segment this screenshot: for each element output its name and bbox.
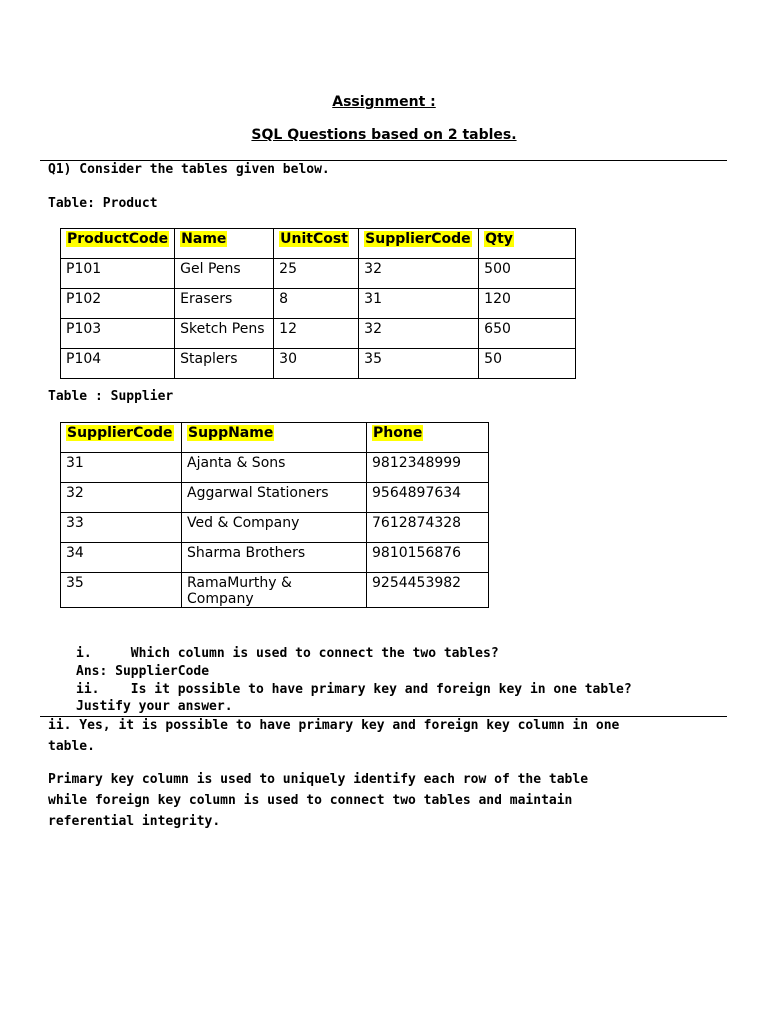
product-header-label: UnitCost — [280, 231, 348, 247]
answer-ii-line: table. — [48, 739, 95, 754]
explanation-line: referential integrity. — [48, 814, 221, 829]
table-row — [61, 259, 576, 289]
product-header-cell — [479, 229, 576, 259]
supplier-cell: 31 — [61, 453, 182, 483]
supplier-header-cell — [61, 423, 182, 453]
explanation-line: Primary key column is used to uniquely identify each row of the table — [48, 772, 589, 787]
product-header-label: ProductCode — [67, 231, 169, 247]
product-cell: Staplers — [175, 349, 274, 379]
explanation-paragraph — [48, 769, 588, 832]
question-i: i. Which column is used to connect the two tables? — [76, 646, 499, 661]
product-cell: 31 — [359, 289, 479, 319]
product-table — [60, 228, 576, 379]
supplier-cell: Aggarwal Stationers — [182, 483, 367, 513]
product-header-cell — [359, 229, 479, 259]
product-cell: P102 — [61, 289, 175, 319]
product-cell: Sketch Pens — [175, 319, 274, 349]
product-cell: 650 — [479, 319, 576, 349]
answer-ii-line: ii. Yes, it is possible to have primary key and foreign key column in one — [48, 718, 620, 733]
supplier-header-cell — [367, 423, 489, 453]
product-cell: P103 — [61, 319, 175, 349]
product-table-label: Table: Product — [48, 196, 158, 211]
question-ii-continued: Justify your answer. — [76, 699, 233, 714]
product-header-cell — [61, 229, 175, 259]
product-cell: 12 — [274, 319, 359, 349]
supplier-cell: Ajanta & Sons — [182, 453, 367, 483]
assignment-heading: Assignment : — [332, 94, 436, 110]
supplier-cell: 32 — [61, 483, 182, 513]
supplier-cell: Ved & Company — [182, 513, 367, 543]
table-row — [61, 483, 489, 513]
answer-i: Ans: SupplierCode — [76, 664, 210, 679]
supplier-table — [60, 422, 489, 608]
table-row — [61, 543, 489, 573]
table-row — [61, 349, 576, 379]
product-cell: P104 — [61, 349, 175, 379]
product-cell: 500 — [479, 259, 576, 289]
supplier-header-label: SuppName — [188, 425, 274, 441]
supplier-cell: 9812348999 — [367, 453, 489, 483]
q1-intro: Q1) Consider the tables given below. — [48, 162, 330, 177]
product-header-label: Qty — [485, 231, 513, 247]
supplier-header-cell — [182, 423, 367, 453]
explanation-line: while foreign key column is used to connect two tables and maintain — [48, 793, 573, 808]
document-subtitle: SQL Questions based on 2 tables. — [251, 127, 517, 143]
supplier-cell: Sharma Brothers — [182, 543, 367, 573]
product-header-cell — [175, 229, 274, 259]
product-cell: Gel Pens — [175, 259, 274, 289]
supplier-table-label: Table : Supplier — [48, 389, 174, 404]
product-cell: P101 — [61, 259, 175, 289]
product-cell: 30 — [274, 349, 359, 379]
supplier-cell: RamaMurthy & Company — [182, 573, 367, 608]
supplier-cell: 7612874328 — [367, 513, 489, 543]
supplier-cell: 9254453982 — [367, 573, 489, 608]
table-row — [61, 319, 576, 349]
table-row — [61, 453, 489, 483]
product-cell: 25 — [274, 259, 359, 289]
product-cell: 50 — [479, 349, 576, 379]
product-header-label: Name — [181, 231, 227, 247]
product-header-row — [61, 229, 576, 259]
supplier-cell: 33 — [61, 513, 182, 543]
answer-ii-block — [48, 715, 619, 757]
supplier-header-label: SupplierCode — [67, 425, 173, 441]
product-cell: 32 — [359, 259, 479, 289]
question-ii: ii. Is it possible to have primary key and foreign key in one table? — [76, 682, 632, 697]
supplier-cell: 9564897634 — [367, 483, 489, 513]
supplier-header-label: Phone — [373, 425, 423, 441]
supplier-cell: 34 — [61, 543, 182, 573]
product-header-cell — [274, 229, 359, 259]
table-row — [61, 513, 489, 543]
product-header-label: SupplierCode — [365, 231, 471, 247]
product-cell: 120 — [479, 289, 576, 319]
product-cell: 35 — [359, 349, 479, 379]
product-cell: 32 — [359, 319, 479, 349]
table-row — [61, 289, 576, 319]
product-cell: Erasers — [175, 289, 274, 319]
table-row — [61, 573, 489, 608]
product-cell: 8 — [274, 289, 359, 319]
supplier-cell: 9810156876 — [367, 543, 489, 573]
supplier-cell: 35 — [61, 573, 182, 608]
supplier-header-row — [61, 423, 489, 453]
